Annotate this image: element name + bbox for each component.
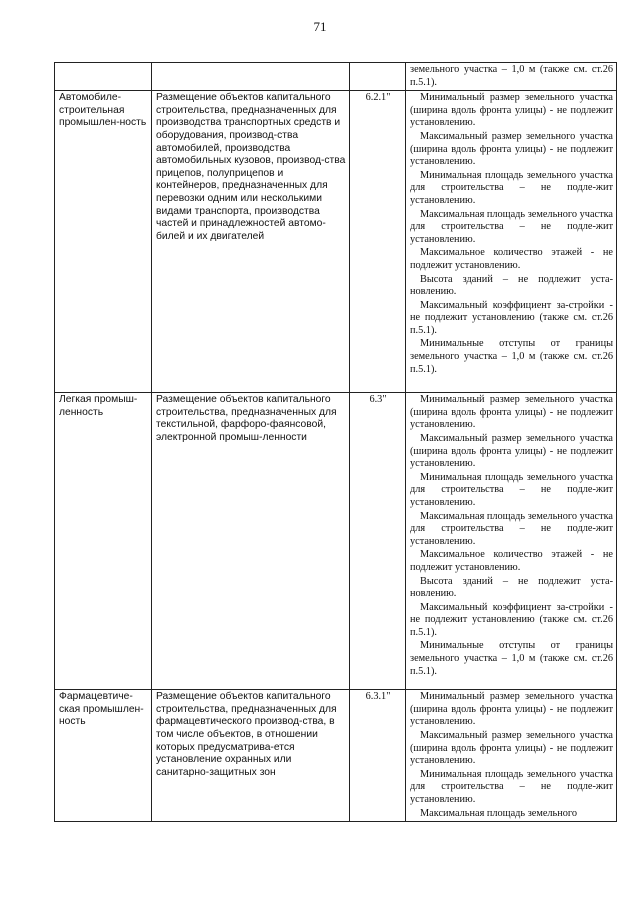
parameter-text: Минимальная площадь земельного участка для строительства – не подле-жит установлению.: [410, 169, 613, 206]
use-description-cell: [152, 63, 350, 91]
parameter-text: Максимальное количество этажей - не подлежит установлению.: [410, 247, 613, 271]
use-description-cell: Размещение объектов капитального строительства, предназначенных для производства транспортных средств и оборудования, производ-ства автомобилей, производства автомобильных кузовов, производ-ства прицепов, полуприцепов и контейнеров, предназначенных для перевозки одним или несколькими видами транспорта, производства частей и принадлежностей автомо-билей и их двигателей: [152, 91, 350, 393]
parameter-text: Минимальные отступы от границы земельного участка – 1,0 м (также см. ст.26 п.5.1).: [410, 338, 613, 375]
use-description-cell: Размещение объектов капитального строительства, предназначенных для фармацевтического производ-ства, в том числе объектов, в отношении которых предусматрива-ется установление охранных или санитарно-защитных зон: [152, 690, 350, 822]
use-name-cell: Автомобиле-строительная промышлен-ность: [55, 91, 152, 393]
parameter-text: Максимальный коэффициент за-стройки - не подлежит установлению (также см. ст.26 п.5.1).: [410, 299, 613, 336]
parameters-cell: [406, 393, 617, 690]
use-description-cell: Размещение объектов капитального строительства, предназначенных для текстильной, фарфоро-фаянсовой, электронной промыш-ленности: [152, 393, 350, 690]
parameter-text: Максимальный коэффициент за-стройки - не подлежит установлению (также см. ст.26 п.5.1).: [410, 601, 613, 638]
use-name-cell: Фармацевтиче-ская промышлен-ность: [55, 690, 152, 822]
parameter-text: земельного участка – 1,0 м (также см. ст.26 п.5.1).: [410, 64, 613, 88]
parameter-text: Минимальный размер земельного участка (ширина вдоль фронта улицы) - не подлежит установлению.: [410, 691, 613, 728]
parameters-cell: [406, 91, 617, 393]
page-number: 71: [313, 19, 327, 34]
use-code-cell: 6.3.1": [350, 690, 406, 822]
table-row: [55, 63, 617, 91]
parameter-text: Минимальные отступы от границы земельного участка – 1,0 м (также см. ст.26 п.5.1).: [410, 640, 613, 677]
use-code-cell: 6.3": [350, 393, 406, 690]
parameter-text: Высота зданий – не подлежит уста-новлению.: [410, 575, 613, 600]
parameter-text: Минимальная площадь земельного участка для строительства – не подле-жит установлению.: [410, 471, 613, 508]
parameter-text: Минимальная площадь земельного участка для строительства – не подле-жит установлению.: [410, 768, 613, 805]
table-row: [55, 690, 617, 822]
parameter-text: Максимальная площадь земельного участка для строительства – не подле-жит установлению.: [410, 208, 613, 245]
zoning-table: [54, 62, 617, 822]
parameter-text: Высота зданий – не подлежит уста-новлению.: [410, 273, 613, 298]
use-name-cell: [55, 63, 152, 91]
table-row: [55, 91, 617, 393]
parameters-cell: [406, 63, 617, 91]
use-code-cell: [350, 63, 406, 91]
parameter-text: Максимальная площадь земельного: [420, 807, 578, 819]
parameter-text: Максимальный размер земельного участка (ширина вдоль фронта улицы) - не подлежит установлению.: [410, 432, 613, 470]
parameter-text: Минимальный размер земельного участка (ширина вдоль фронта улицы) - не подлежит установлению.: [410, 92, 613, 129]
parameter-text: Максимальная площадь земельного участка для строительства – не подле-жит установлению.: [410, 510, 613, 547]
parameter-text: Максимальный размер земельного участка (ширина вдоль фронта улицы) - не подлежит установлению.: [410, 130, 613, 168]
parameter-text: Максимальный размер земельного участка (ширина вдоль фронта улицы) - не подлежит установлению.: [410, 729, 613, 767]
parameters-cell: [406, 690, 617, 822]
use-code-cell: 6.2.1": [350, 91, 406, 393]
use-name-cell: Легкая промыш-ленность: [55, 393, 152, 690]
parameter-text: Максимальное количество этажей - не подлежит установлению.: [410, 549, 613, 573]
parameter-text: Минимальный размер земельного участка (ширина вдоль фронта улицы) - не подлежит установлению.: [410, 394, 613, 431]
table-row: [55, 393, 617, 690]
